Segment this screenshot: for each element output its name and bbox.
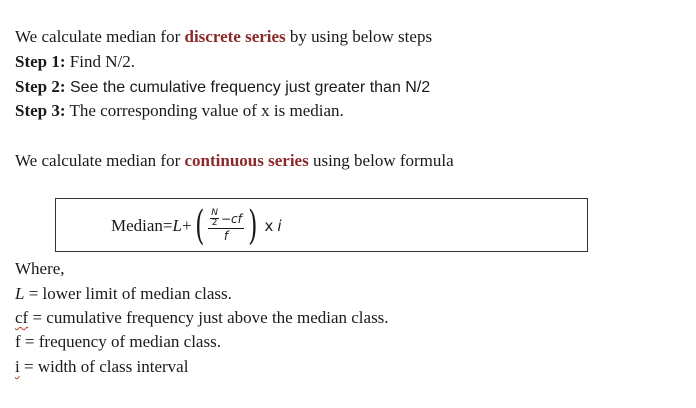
formula-L: L bbox=[172, 216, 182, 235]
continuous-series-highlight: continuous series bbox=[184, 151, 309, 170]
definition-cf-symbol: cf bbox=[15, 308, 29, 327]
step-1-text: Find N/2. bbox=[65, 52, 135, 71]
definition-L bbox=[15, 283, 232, 305]
continuous-intro bbox=[15, 150, 454, 172]
definition-L-symbol: L bbox=[15, 284, 25, 303]
median-formula bbox=[111, 202, 282, 250]
definition-i-symbol: i bbox=[15, 357, 20, 376]
step-2-text: See the cumulative frequency just greater than N/2 bbox=[65, 79, 431, 96]
minus-cf: −cf bbox=[220, 211, 242, 226]
step-3 bbox=[15, 100, 344, 122]
step-2 bbox=[15, 76, 430, 99]
continuous-intro-suffix: using below formula bbox=[308, 151, 454, 170]
discrete-intro-prefix: We calculate median for bbox=[15, 27, 185, 46]
step-1-label: Step 1: bbox=[15, 52, 66, 71]
step-2-label: Step 2: bbox=[15, 77, 66, 96]
step-3-label: Step 3: bbox=[15, 101, 66, 120]
discrete-intro bbox=[15, 26, 432, 48]
symbol-i: i bbox=[277, 217, 282, 235]
definition-L-text: = lower limit of median class. bbox=[24, 284, 232, 303]
where-heading: Where, bbox=[15, 259, 65, 278]
times-symbol: x bbox=[264, 217, 274, 235]
n-over-2 bbox=[210, 209, 219, 228]
symbol-N: N bbox=[211, 208, 218, 218]
fraction-denominator: f bbox=[223, 229, 229, 243]
left-paren: ( bbox=[194, 203, 205, 249]
discrete-intro-suffix: by using below steps bbox=[285, 27, 433, 46]
step-3-text: The corresponding value of x is median. bbox=[65, 101, 344, 120]
symbol-2: 2 bbox=[211, 218, 218, 228]
formula-lhs: Median= bbox=[111, 216, 173, 235]
definition-cf bbox=[15, 307, 389, 329]
definition-f-text: = frequency of median class. bbox=[20, 332, 221, 351]
definition-f bbox=[15, 331, 221, 353]
definition-i bbox=[15, 356, 188, 378]
discrete-series-highlight: discrete series bbox=[184, 27, 286, 46]
definition-i-text: = width of class interval bbox=[19, 357, 189, 376]
formula-box bbox=[55, 198, 588, 252]
formula-plus: + bbox=[182, 216, 192, 235]
right-paren: ) bbox=[247, 203, 258, 249]
definition-cf-text: = cumulative frequency just above the median class. bbox=[28, 308, 389, 327]
definition-f-symbol: f bbox=[15, 332, 21, 351]
step-1 bbox=[15, 51, 135, 73]
fraction-numerator bbox=[208, 209, 244, 229]
main-fraction bbox=[208, 209, 244, 243]
continuous-intro-prefix: We calculate median for bbox=[15, 151, 185, 170]
